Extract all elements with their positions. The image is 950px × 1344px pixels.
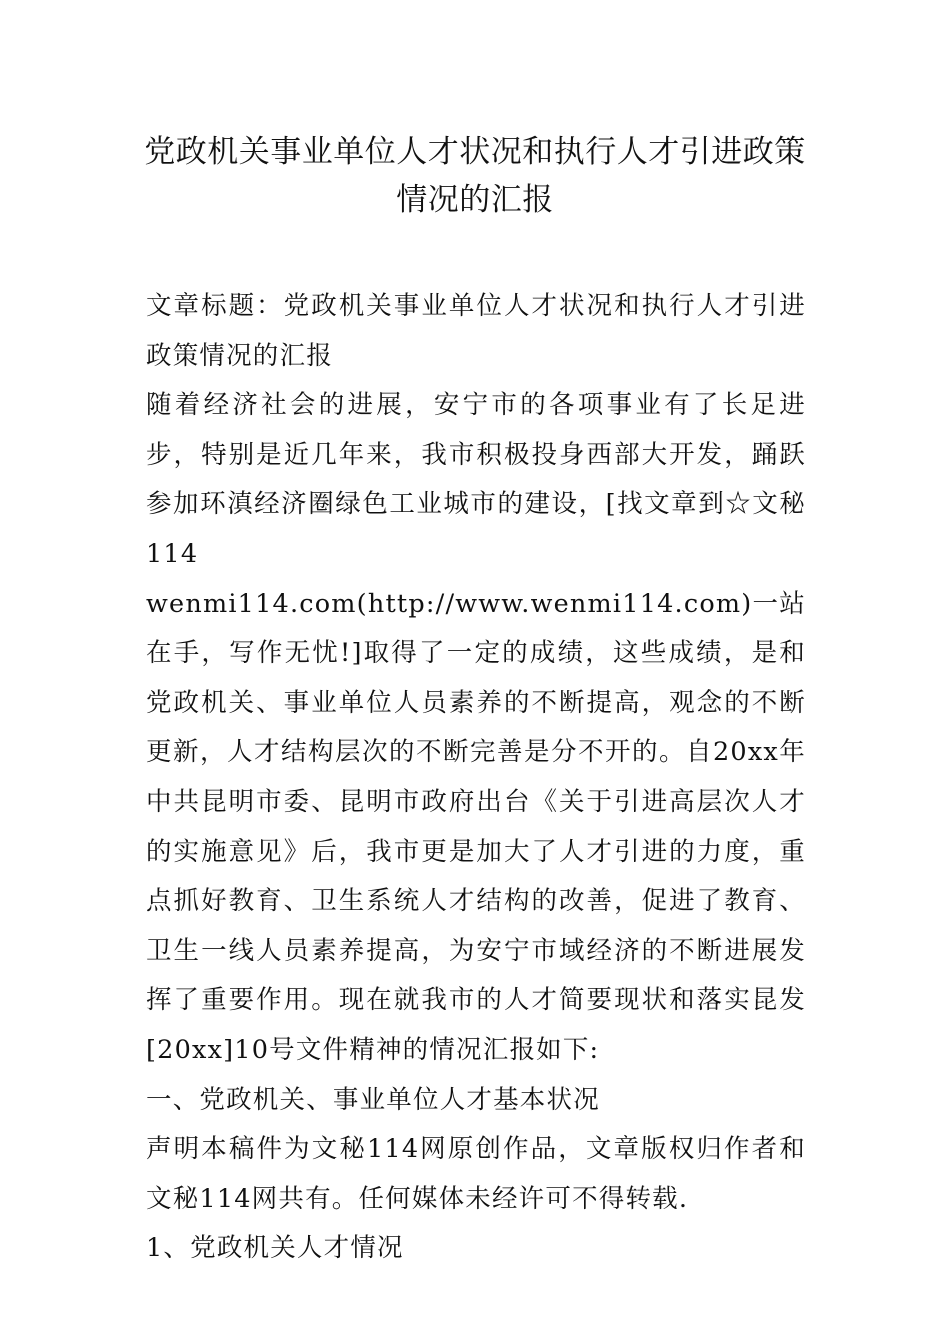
subsection-heading: 1、党政机关人才情况 (146, 1233, 404, 1264)
intro-paragraph: 随着经济社会的进展，安宁市的各项事业有了长足进步，特别是近几年来，我市积极投身西部大开发，踊跃参加环滇经济圈绿色工业城市的建设，[找文章到☆文秘114 wenmi114.com(http://www.wenmi114.com)一站在手，写作无忧!]取得了一定的成绩，这些成绩，是和党政机关、事业单位人员素养的不断提高，观念的不断更新，人才结构层次的不断完善是分不开的。自20xx年中共昆明市委、昆明市政府出台《关于引进高层次人才的实施意见》后，我市更是加大了人才引进的力度，重点抓好教育、卫生系统人才结构的改善，促进了教育、卫生一线人员素养提高，为安宁市域经济的不断进展发挥了重要作用。现在就我市的人才简要现状和落实昆发[20xx]10号文件精神的情况汇报如下: (146, 390, 806, 1065)
document-title: 党政机关事业单位人才状况和执行人才引进政策情况的汇报 (144, 134, 806, 218)
document-body (146, 282, 806, 1274)
copyright-notice: 声明本稿件为文秘114网原创作品，文章版权归作者和文秘114网共有。任何媒体未经许可不得转载. (146, 1134, 806, 1214)
section-heading: 一、党政机关、事业单位人才基本状况 (146, 1084, 600, 1115)
article-title-line: 文章标题：党政机关事业单位人才状况和执行人才引进政策情况的汇报 (146, 291, 806, 371)
